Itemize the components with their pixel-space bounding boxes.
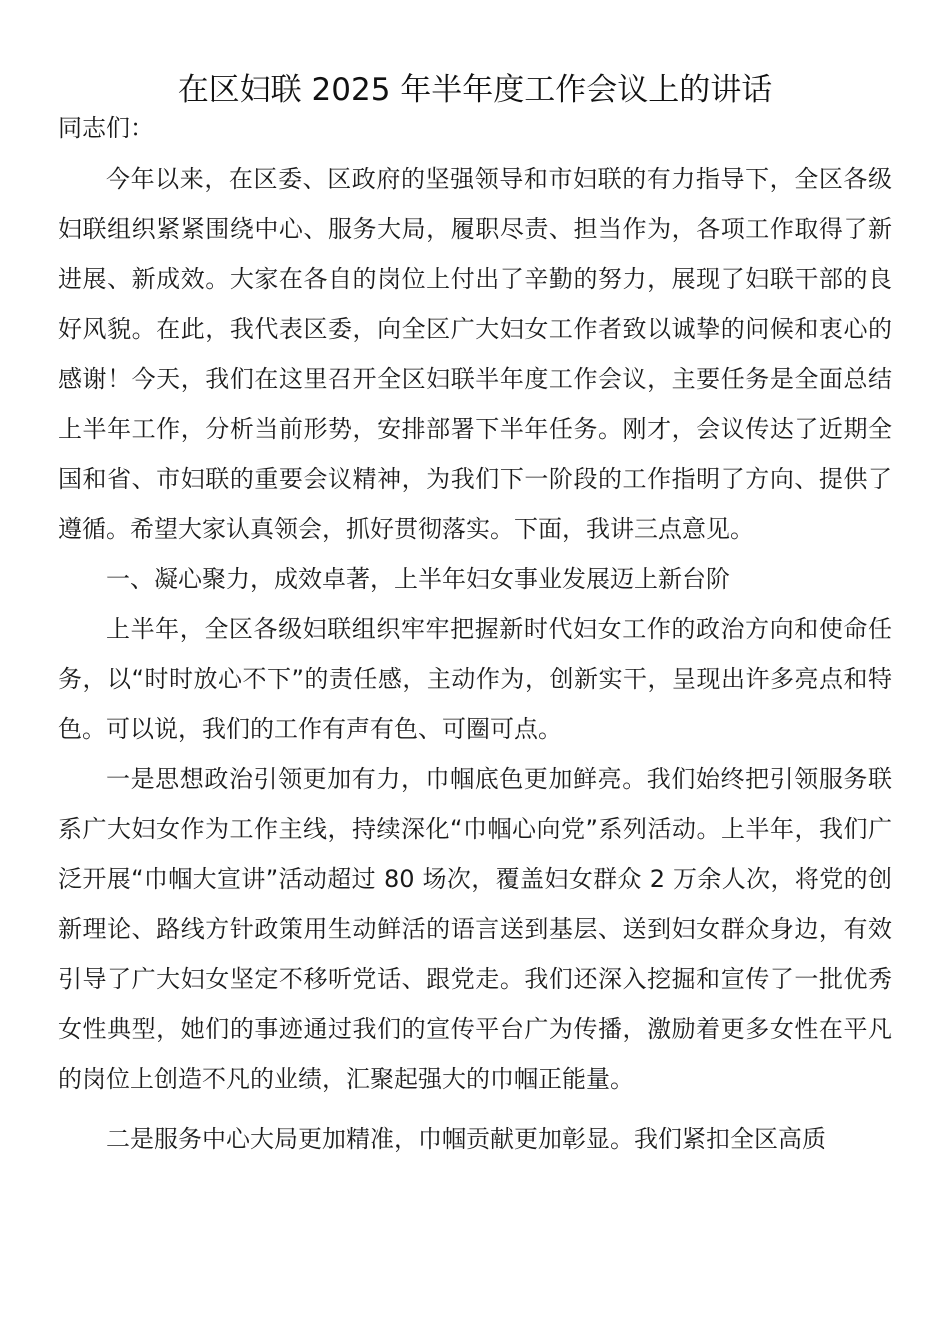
point1-paragraph: 一是思想政治引领更加有力，巾帼底色更加鲜亮。我们始终把引领服务联系广大妇女作为工作主线，持续深化“巾帼心向党”系列活动。上半年，我们广泛开展“巾帼大宣讲”活动超过 80 场次，覆盖妇女群众 2 万余人次，将党的创新理论、路线方针政策用生动鲜活的语言送到基层、送到妇女群众身边，有效引导了广大妇女坚定不移听党话、跟党走。我们还深入挖掘和宣传了一批优秀女性典型，她们的事迹通过我们的宣传平台广为传播，激励着更多女性在平凡的岗位上创造不凡的业绩，汇聚起强大的巾帼正能量。 bbox=[58, 765, 892, 1093]
intro-paragraph: 今年以来，在区委、区政府的坚强领导和市妇联的有力指导下，全区各级妇联组织紧紧围绕中心、服务大局，履职尽责、担当作为，各项工作取得了新进展、新成效。大家在各自的岗位上付出了辛勤的努力，展现了妇联干部的良好风貌。在此，我代表区委，向全区广大妇女工作者致以诚挚的问候和衷心的感谢！今天，我们在这里召开全区妇联半年度工作会议，主要任务是全面总结上半年工作，分析当前形势，安排部署下半年任务。刚才，会议传达了近期全国和省、市妇联的重要会议精神，为我们下一阶段的工作指明了方向、提供了遵循。希望大家认真领会，抓好贯彻落实。下面，我讲三点意见。 bbox=[58, 165, 892, 543]
section1-intro-paragraph: 上半年，全区各级妇联组织牢牢把握新时代妇女工作的政治方向和使命任务，以“时时放心不下”的责任感，主动作为，创新实干，呈现出许多亮点和特色。可以说，我们的工作有声有色、可圈可点。 bbox=[58, 615, 892, 743]
point2-paragraph: 二是服务中心大局更加精准，巾帼贡献更加彰显。我们紧扣全区高质 bbox=[106, 1125, 826, 1153]
section-heading-1: 一、凝心聚力，成效卓著，上半年妇女事业发展迈上新台阶 bbox=[106, 565, 730, 593]
salutation: 同志们： bbox=[58, 114, 154, 142]
document-title: 在区妇联 2025 年半年度工作会议上的讲话 bbox=[177, 72, 773, 108]
